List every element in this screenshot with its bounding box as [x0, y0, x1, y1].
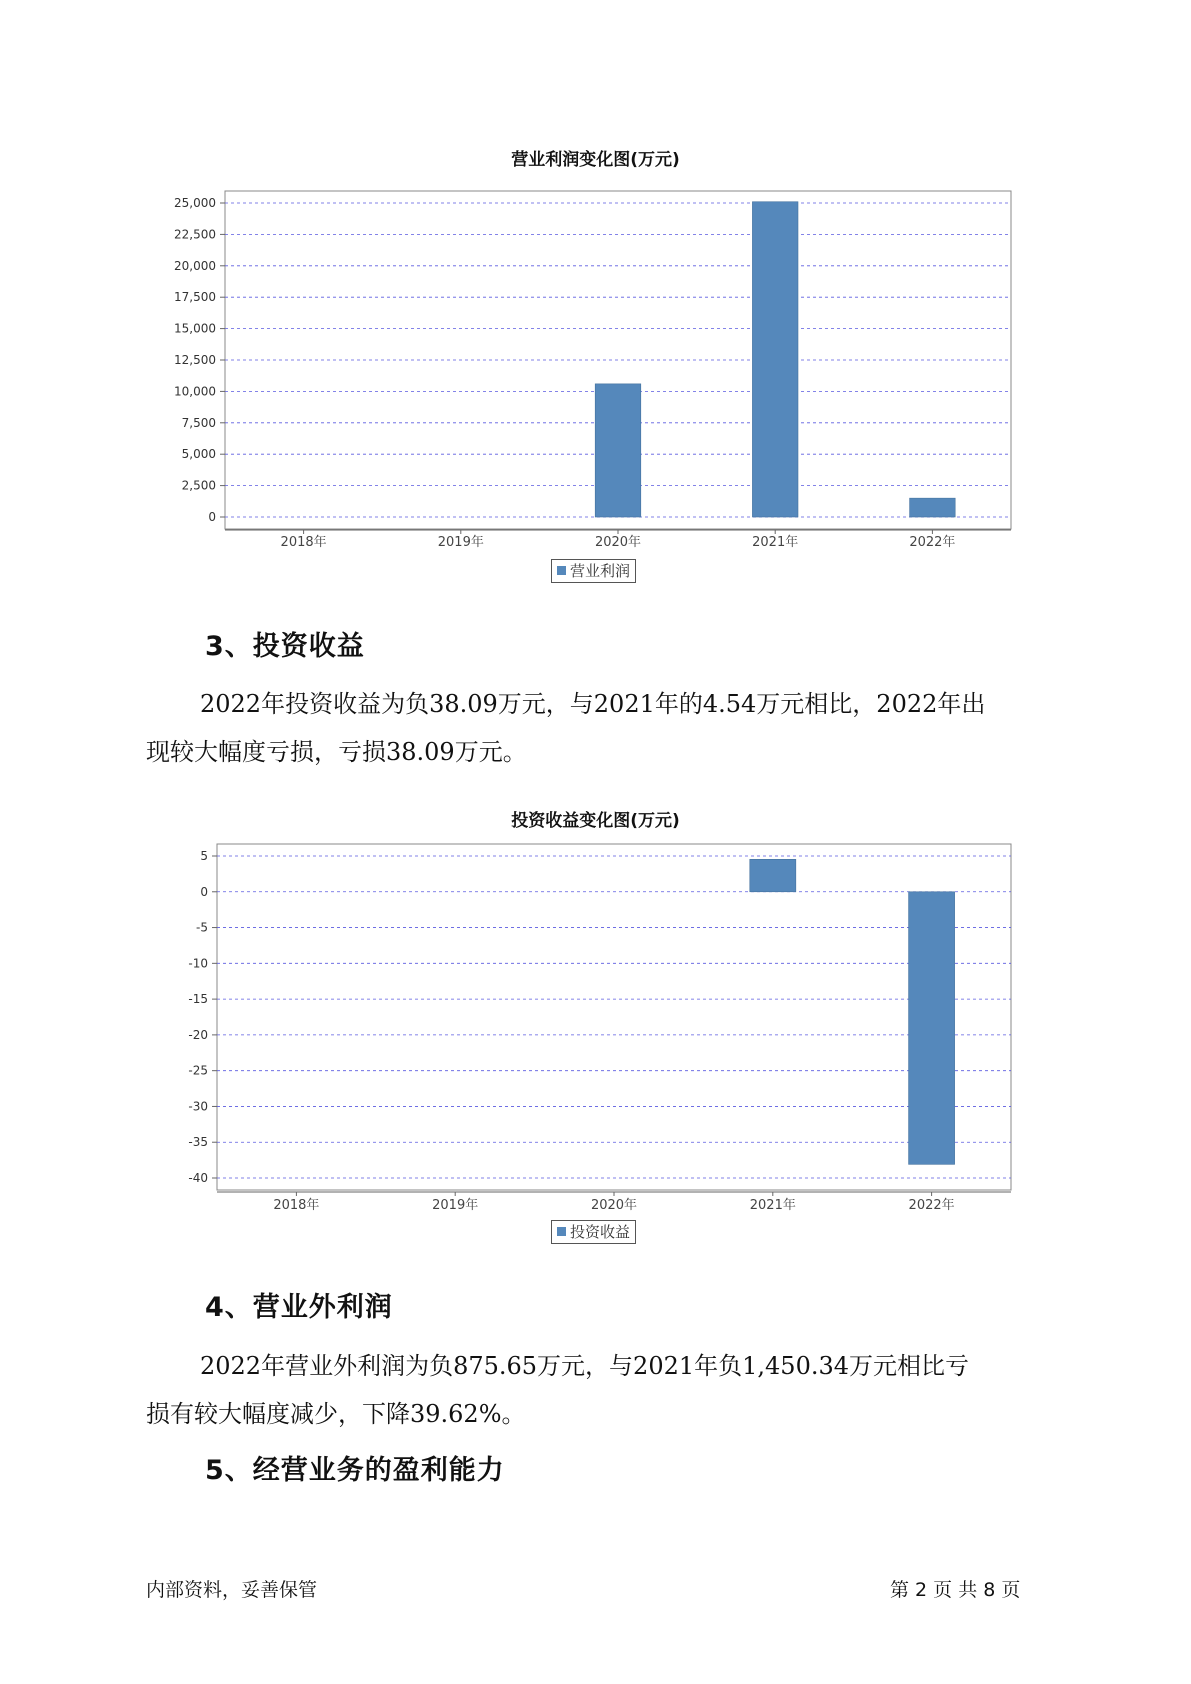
y-tick-label: 17,500	[174, 290, 216, 305]
section-3-line-2: 现较大幅度亏损，亏损38.09万元。	[146, 738, 527, 766]
x-tick-label: 2018年	[273, 1198, 320, 1213]
y-tick-label: 25,000	[174, 196, 216, 210]
y-tick-label: -15	[188, 992, 208, 1007]
chart2-legend-label: 投资收益	[570, 1223, 631, 1241]
footer-confidential: 内部资料，妥善保管	[146, 1579, 318, 1601]
section-3-heading: 3、投资收益	[205, 631, 365, 662]
plot-border	[217, 844, 1011, 1190]
section-3-line-1: 2022年投资收益为负38.09万元，与2021年的4.54万元相比，2022年出	[200, 690, 986, 718]
y-tick-label: 2,500	[181, 478, 216, 493]
x-tick-label: 2019年	[432, 1198, 479, 1213]
section-3-paragraph	[146, 680, 1066, 776]
x-tick-label: 2020年	[590, 1198, 638, 1213]
y-tick-label: -25	[188, 1063, 208, 1078]
y-tick-label: 5,000	[181, 447, 216, 462]
bar-2021年	[750, 859, 796, 891]
section-4-line-2: 损有较大幅度减少，下降39.62%。	[146, 1400, 526, 1428]
section-5-heading: 5、经营业务的盈利能力	[205, 1455, 505, 1486]
x-tick-label: 2020年	[594, 535, 642, 550]
x-tick-label: 2021年	[752, 535, 799, 550]
y-tick-label: 7,500	[181, 415, 216, 430]
y-tick-label: -30	[188, 1099, 208, 1114]
bar-2022年	[910, 498, 956, 517]
y-tick-label: 12,500	[174, 353, 216, 367]
section-4-heading: 4、营业外利润	[205, 1292, 393, 1323]
bar-2020年	[595, 384, 641, 517]
y-tick-label: -20	[188, 1027, 208, 1042]
y-tick-label: 20,000	[174, 258, 216, 273]
chart2-legend	[551, 1220, 636, 1244]
y-tick-label: 10,000	[174, 384, 216, 399]
chart2-title: 投资收益变化图(万元)	[511, 811, 680, 831]
legend-swatch	[557, 566, 566, 575]
y-tick-label: 15,000	[174, 321, 216, 336]
section-4-line-1: 2022年营业外利润为负875.65万元，与2021年负1,450.34万元相比亏	[200, 1352, 970, 1380]
x-tick-label: 2018年	[280, 535, 327, 550]
x-tick-label: 2021年	[749, 1198, 796, 1213]
legend-swatch	[557, 1227, 566, 1236]
y-tick-label: 22,500	[174, 227, 216, 242]
y-tick-label: -35	[188, 1135, 208, 1150]
bar-2021年	[752, 202, 798, 517]
x-tick-label: 2022年	[909, 535, 956, 550]
y-tick-label: -40	[188, 1171, 208, 1185]
chart1-title: 营业利润变化图(万元)	[511, 150, 680, 170]
chart1-operating-profit	[0, 180, 1191, 600]
chart2-investment-income	[0, 840, 1191, 1240]
y-tick-label: 0	[208, 510, 216, 524]
chart1-legend	[551, 559, 636, 583]
y-tick-label: 0	[200, 884, 208, 899]
y-tick-label: -10	[188, 956, 208, 971]
y-tick-label: 5	[200, 849, 208, 863]
section-4-paragraph	[146, 1342, 1066, 1438]
bar-2022年	[909, 892, 955, 1165]
x-tick-label: 2022年	[908, 1198, 955, 1213]
x-tick-label: 2019年	[437, 535, 484, 550]
footer-page-number: 第 2 页 共 8 页	[890, 1579, 1021, 1601]
chart1-legend-label: 营业利润	[570, 562, 631, 580]
y-tick-label: -5	[196, 920, 208, 935]
